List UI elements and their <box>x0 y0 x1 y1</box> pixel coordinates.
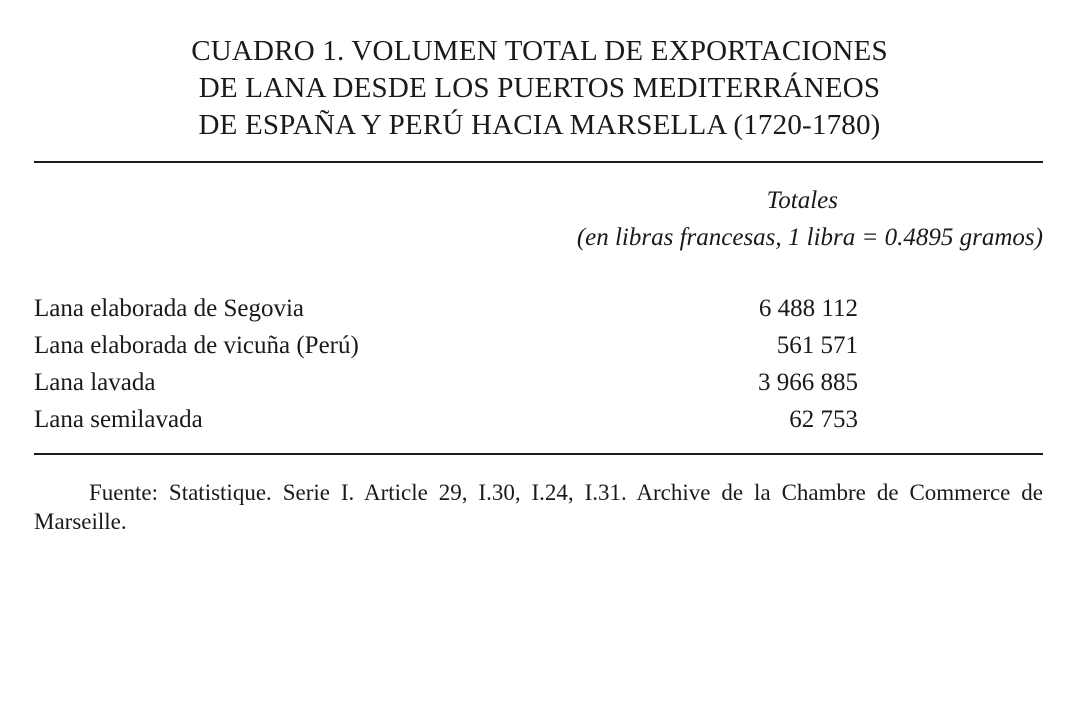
table-row <box>34 364 1043 401</box>
row-label: Lana elaborada de vicuña (Perú) <box>34 332 359 359</box>
table-row <box>34 327 1043 364</box>
row-label: Lana lavada <box>34 369 156 396</box>
table-title <box>0 33 1079 144</box>
table-row <box>34 401 1043 438</box>
title-line-1: CUADRO 1. VOLUMEN TOTAL DE EXPORTACIONES <box>191 35 888 67</box>
row-value: 561 571 <box>776 332 858 359</box>
top-rule <box>34 161 1043 163</box>
column-header <box>483 182 1043 256</box>
title-line-3: DE ESPAÑA Y PERÚ HACIA MARSELLA (1720-1780) <box>198 109 881 141</box>
column-header-totals: Totales <box>766 187 838 214</box>
source-note: Fuente: Statistique. Serie I. Article 29, I.30, I.24, I.31. Archive de la Chambre de Commerce de Marseille. <box>34 480 1043 534</box>
table-body <box>34 290 1043 438</box>
table-row <box>34 290 1043 327</box>
column-header-units: (en libras francesas, 1 libra = 0.4895 gramos) <box>576 224 1043 251</box>
row-value: 6 488 112 <box>758 295 858 322</box>
row-value: 3 966 885 <box>758 369 858 396</box>
row-label: Lana semilavada <box>34 406 203 433</box>
bottom-rule <box>34 453 1043 455</box>
row-label: Lana elaborada de Segovia <box>34 295 305 322</box>
title-line-2: DE LANA DESDE LOS PUERTOS MEDITERRÁNEOS <box>198 72 881 104</box>
row-value: 62 753 <box>789 406 858 433</box>
